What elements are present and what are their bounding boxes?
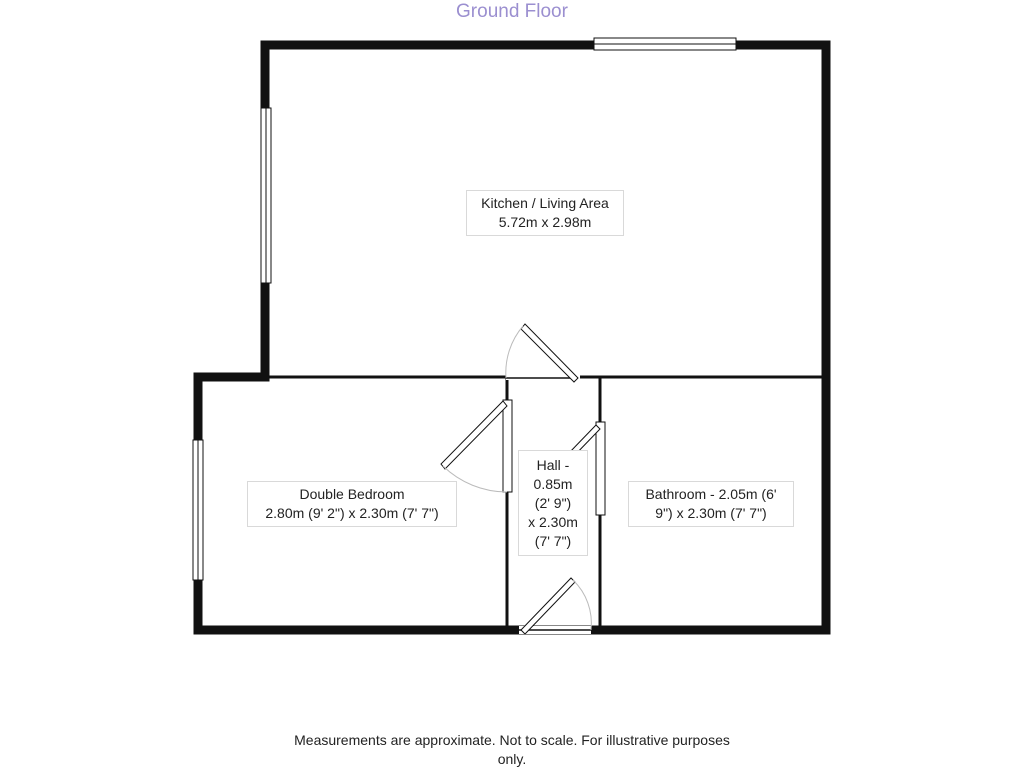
room-dimensions: 0.85m [533,476,573,492]
room-dimensions: 5.72m x 2.98m [498,214,592,230]
door-hall-kitchen [506,324,580,382]
room-dimensions: 2.80m (9' 2") x 2.30m (7' 7") [265,505,439,521]
floor-title: Ground Floor [456,1,568,22]
room-dimensions: 9") x 2.30m (7' 7") [655,505,767,521]
room-dimensions: (2' 9") [534,495,572,511]
room-name: Hall - [536,457,570,473]
door-hall-bedroom [441,400,512,492]
room-label-bathroom [628,481,794,527]
disclaimer-line: Measurements are approximate. Not to scale. For illustrative purposes [294,732,730,748]
room-name: Kitchen / Living Area [481,195,609,211]
room-label-bedroom [247,481,457,527]
room-dimensions: (7' 7") [534,533,572,549]
window-top [594,38,736,50]
room-name: Bathroom - 2.05m (6' [645,486,777,502]
disclaimer-note [212,731,812,769]
window-bedroom-left [193,440,203,580]
room-label-hall [518,450,588,556]
room-dimensions: x 2.30m [528,514,578,530]
room-label-kitchen [466,190,624,236]
disclaimer-line: only. [497,751,527,767]
window-kitchen-left [261,108,271,283]
outer-walls [198,45,826,630]
room-name: Double Bedroom [299,486,405,502]
